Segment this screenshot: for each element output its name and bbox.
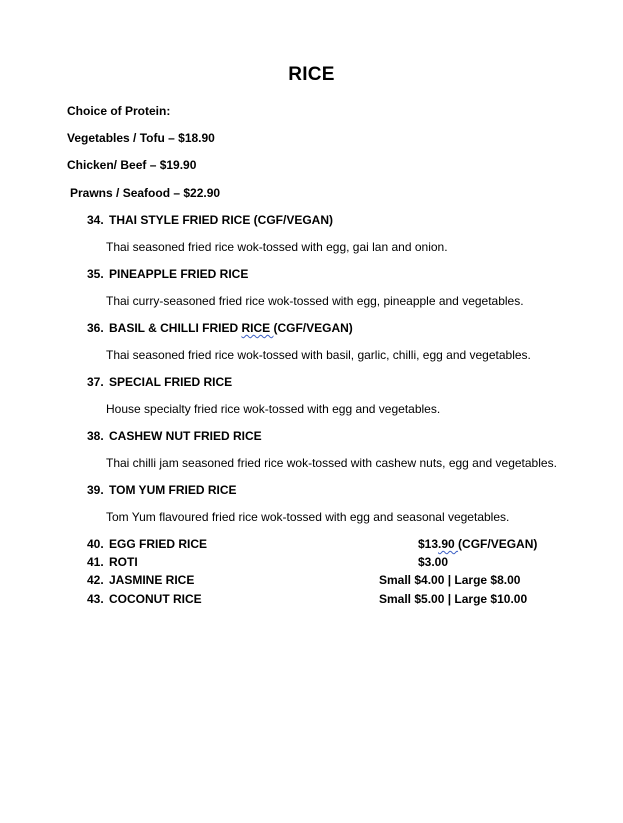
item-number: 39. — [87, 483, 104, 497]
protein-heading: Choice of Protein: — [67, 104, 171, 118]
side-item-row — [87, 555, 567, 571]
item-price: $3.00 — [418, 555, 449, 569]
side-item-row — [87, 537, 567, 553]
menu-item-description: House specialty fried rice wok-tossed with egg and vegetables. — [106, 402, 441, 416]
menu-item-title — [87, 375, 232, 389]
menu-item-description: Tom Yum flavoured fried rice wok-tossed with egg and seasonal vegetables. — [106, 510, 510, 524]
item-name: BASIL & CHILLI FRIED RICE (CGF/VEGAN) — [109, 321, 353, 335]
item-name: ROTI — [109, 555, 138, 569]
menu-item-title — [87, 267, 248, 281]
protein-option-prawns-seafood: Prawns / Seafood – $22.90 — [70, 186, 221, 200]
item-name: PINEAPPLE FRIED RICE — [109, 267, 249, 281]
item-name: COCONUT RICE — [109, 592, 202, 606]
item-number: 42. — [87, 573, 104, 587]
item-name: SPECIAL FRIED RICE — [109, 375, 233, 389]
item-name: EGG FRIED RICE — [109, 537, 208, 551]
menu-item-description: Thai seasoned fried rice wok-tossed with egg, gai lan and onion. — [106, 240, 448, 254]
menu-item-title — [87, 321, 353, 335]
item-name: CASHEW NUT FRIED RICE — [109, 429, 262, 443]
side-item-row — [87, 592, 567, 608]
item-number: 37. — [87, 375, 104, 389]
item-price: Small $5.00 | Large $10.00 — [379, 592, 528, 606]
item-number: 36. — [87, 321, 104, 335]
menu-item-description: Thai curry-seasoned fried rice wok-tossed with egg, pineapple and vegetables. — [106, 294, 524, 308]
item-number: 43. — [87, 592, 104, 606]
protein-option-vegetables-tofu: Vegetables / Tofu – $18.90 — [67, 131, 215, 145]
page-title: RICE — [288, 64, 335, 85]
item-number: 40. — [87, 537, 104, 551]
item-number: 35. — [87, 267, 104, 281]
item-number: 34. — [87, 213, 104, 227]
item-name: TOM YUM FRIED RICE — [109, 483, 237, 497]
menu-item-title — [87, 483, 237, 497]
menu-item-description: Thai chilli jam seasoned fried rice wok-tossed with cashew nuts, egg and vegetables. — [106, 456, 557, 470]
protein-option-chicken-beef: Chicken/ Beef – $19.90 — [67, 158, 197, 172]
menu-item-title — [87, 429, 262, 443]
item-price: $13.90 (CGF/VEGAN) — [418, 537, 538, 551]
item-name: JASMINE RICE — [109, 573, 195, 587]
menu-item-title — [87, 213, 333, 227]
item-name: THAI STYLE FRIED RICE (CGF/VEGAN) — [109, 213, 334, 227]
item-number: 41. — [87, 555, 104, 569]
spellcheck-underline: RICE — [241, 321, 274, 335]
menu-item-description: Thai seasoned fried rice wok-tossed with basil, garlic, chilli, egg and vegetables. — [106, 348, 531, 362]
item-price: Small $4.00 | Large $8.00 — [379, 573, 521, 587]
item-number: 38. — [87, 429, 104, 443]
spellcheck-underline: .90 — [438, 537, 459, 551]
side-item-row — [87, 573, 567, 589]
